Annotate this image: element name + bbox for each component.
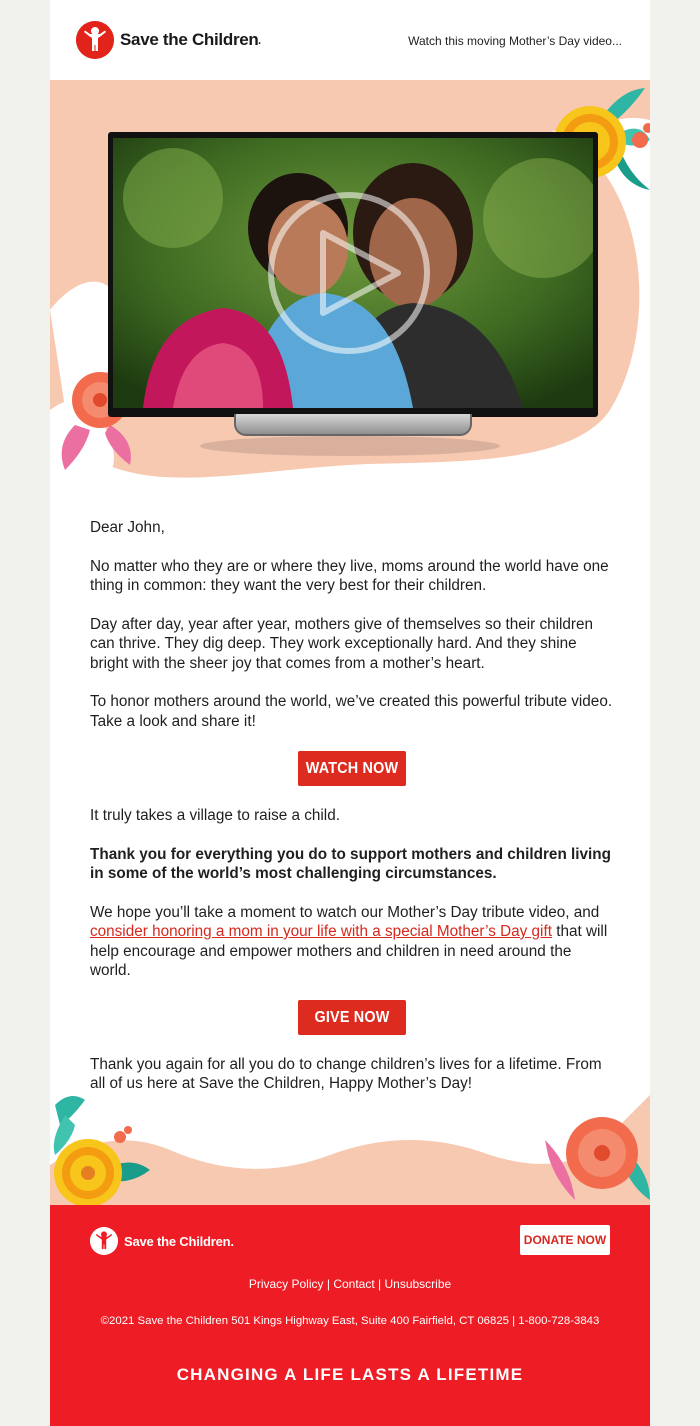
paragraph-1: No matter who they are or where they live, moms around the world have one thing in common: they want the very best for their children.	[90, 557, 609, 594]
footer-logo[interactable]	[90, 1227, 234, 1255]
brand-logo[interactable]	[76, 21, 261, 59]
bottom-flower-decoration	[50, 1095, 650, 1206]
footer-brand-name: Save the Children.	[124, 1233, 234, 1249]
paragraph-3: To honor mothers around the world, we’ve created this powerful tribute video. Take a look and share it!	[90, 693, 613, 730]
preheader-text[interactable]: Watch this moving Mother’s Day video...	[408, 34, 622, 48]
email-content	[90, 518, 614, 1094]
paragraph-6	[90, 903, 614, 981]
link-separator: |	[378, 1277, 382, 1291]
paragraph-4: It truly takes a village to raise a child.	[90, 807, 340, 824]
paragraph-6-start: We hope you’ll take a moment to watch our Mother’s Day tribute video, and	[90, 903, 600, 921]
paragraph-5-bold: Thank you for everything you do to support mothers and children living in some of the world’s most challenging circumstances.	[90, 845, 611, 882]
donate-now-button[interactable]: DONATE NOW	[520, 1225, 610, 1255]
link-separator: |	[326, 1277, 330, 1291]
brand-name: Save the Children	[120, 30, 259, 49]
paragraph-7: Thank you again for all you do to change children’s lives for a lifetime. From all of us here at Save the Children, Happy Mother’s Day!	[90, 1055, 602, 1092]
paragraph-2: Day after day, year after year, mothers give of themselves so their children can thrive. They dig deep. They work exceptionally hard. And they shine bright with the sheer joy that comes from a mother’s heart.	[90, 615, 594, 672]
footer-links	[50, 1277, 650, 1291]
tv-stand	[234, 414, 472, 436]
footer-address: ©2021 Save the Children 501 Kings Highway East, Suite 400 Fairfield, CT 06825 | 1-800-728-3843	[100, 1315, 600, 1327]
paragraph-6-end: that will help encourage and empower mothers and children in need around the world.	[90, 923, 608, 979]
play-icon[interactable]	[113, 138, 593, 408]
email-body	[50, 0, 650, 1426]
greeting: Dear John,	[90, 519, 165, 536]
registered-mark: •	[258, 41, 261, 47]
video-player-tv[interactable]	[108, 132, 598, 417]
video-thumbnail[interactable]	[113, 138, 593, 408]
watch-now-button[interactable]: WATCH NOW	[298, 751, 406, 786]
email-footer	[50, 1205, 650, 1426]
contact-link[interactable]: Contact	[333, 1277, 375, 1291]
child-figure-logo-icon	[90, 1227, 118, 1255]
unsubscribe-link[interactable]: Unsubscribe	[384, 1277, 452, 1291]
hero-section	[50, 80, 650, 490]
tv-shadow	[200, 436, 500, 456]
child-figure-logo-icon	[76, 21, 114, 59]
privacy-policy-link[interactable]: Privacy Policy	[248, 1277, 324, 1291]
give-now-button[interactable]: GIVE NOW	[298, 1000, 406, 1035]
footer-tagline: CHANGING A LIFE LASTS A LIFETIME	[176, 1365, 524, 1384]
mothers-day-gift-link[interactable]: consider honoring a mom in your life with a special Mother’s Day gift	[90, 923, 552, 940]
email-header	[50, 0, 650, 80]
